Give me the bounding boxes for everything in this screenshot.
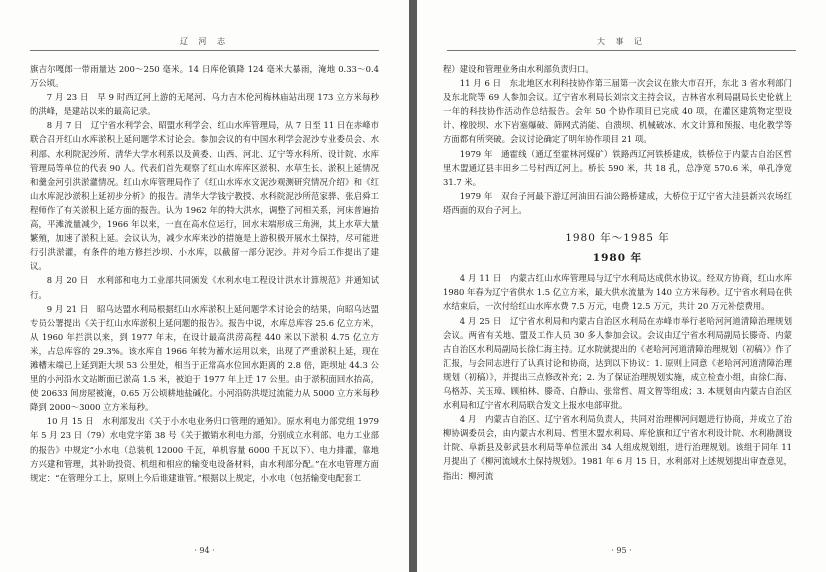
paragraph: 1979 年 双台子河最下游辽河油田石油公路桥建成，大桥位于辽宁省大洼县新兴农场红塔西面的双台子河上。 xyxy=(443,190,792,215)
right-page xyxy=(417,0,826,572)
paragraph: 11 月 6 日 东北地区水利科技协作第三届第一次会议在旅大市召开，东北 3 省水利部门及东北院等 69 人参加会议。辽宁省水利局长刘宗文主持会议，吉林省水利局副局长史伦就上一年的科技协作活动作总结报告。会年 50 个协作项目已完成 40 项，在灌区建筑物定型设计、橡胶坝、水下岩塞爆破、筛网式消能、自溃坝、机械破冰、水文计算和预报、电化教学等方面都有所突破。会议讨论确定了明年协作项目 21 项。 xyxy=(443,78,792,145)
running-head-right: 大 事 记 xyxy=(596,37,647,46)
paragraph: 8 月 7 日 辽宁省水利学会、昭盟水利学会、红山水库管理局，从 7 日至 11 日在赤峰市联合召开红山水库淤积上延问题学术讨论会。参加会议的有中国水利学会泥沙专业委员会、水利部、水利院泥沙所、清华大学水利系以及黄委、山西、河北、辽宁等水科所、设计院、水库管理局等单位的代表 90 人。代表们首先观察了红山水库库区淤积、水草生长、淤积上延情况和羹金河引洪淤灌情况。红山水库管理局作了《红山水库水文泥沙观测研究情况介绍》和《红山水库泥沙淤积上延初步分析》的报告。清华大学钱宁教授、水科院泥沙所范家骅、张启舜工程师作了有关淤积上延方面的报告。认为 1962 年的特大洪水，调整了河相关系，河床普遍抬高，平滩流量减少，1966 年以来，一直在高水位运行，回水末端形成三角洲，其上水草大量繁殖，加速了淤积上延。会议认为，减少水库来沙的措施是上游积极开展水土保持，尽可能进行引洪淤灌，有条件的地方修拦沙坝、小水库，以截留一部分泥沙。并对今后工作提出了建议。 xyxy=(30,120,379,272)
right-page-paragraphs-bottom xyxy=(443,271,792,482)
paragraph: 4 月 25 日 辽宁省水利局和内蒙古自治区水利局在赤峰市举行老哈河河道清障治理规划会议。两省有关地、盟及工作人员 30 多人参加会议。会议由辽宁省水利局副局长滕奇、内蒙古自治区水利局副局长徐仁海主持。辽水院就提出的《老哈河河道清障治理规划（初稿）》作了汇报，与会同志进行了认真讨论和协商，达到以下协议：1. 原则上同意《老哈河河道清障治理规划（初稿）》，并提出三点修改补充；2. 为了保证治理规划实施，成立检查小组，由徐仁海、乌格苏、关玉璋、顾柏林、滕奇、白静山、张常哲、周文智等组成；3. 本规划由内蒙古自治区水利局和辽宁省水利局联合发文上报水电部审批。 xyxy=(443,315,792,411)
left-page-body xyxy=(30,62,379,485)
page-number-left: · 94 · xyxy=(194,546,215,555)
paragraph: 4 月 内蒙古自治区、辽宁省水利局负责人，共同对治理柳河问题进行协商，并成立了治柳协调委员会，由内蒙古水利局、哲里木盟水利局、库伦旗和辽宁省水利设计院、水利勘测设计院、阜新县及彰武县水利局等单位派出 34 人组成规划组，进行治理规划。该组于同年 11 月提出了《柳河流域水土保持规划》。1981 年 6 月 15 日，水利部对上述规划提出审查意见，指出：柳河流 xyxy=(443,414,792,481)
right-page-body xyxy=(443,62,792,483)
paragraph: 程）建设和管理业务由水利部负责归口。 xyxy=(443,64,594,74)
right-page-paragraphs-top xyxy=(443,62,792,217)
paragraph: 8 月 20 日 水利部和电力工业部共同颁发《水利水电工程设计洪水计算规范》并通知试行。 xyxy=(30,275,379,300)
paragraph: 9 月 21 日 昭乌达盟水利局根据红山水库淤积上延问题学术讨论会的结果，向昭乌达盟专员公署提出《关于红山水库淤积上延问题的报告》。报告中说，水库总库容 25.6 亿立方米，从 1960 年拦洪以来，到 1977 年末，在设计最高洪涝高程 440 米以下淤积 4.75 亿立方米，占总库容的 29.3%。该水库自 1966 年转为蓄水运用以来，出现了严重淤积上延，现在滩槽末端已上延到距大坝 53 公里处，相当于正常高水位回水距离的 2.8 倍，距坝址 44.3 公里的小河沿水文站断面已淤高 1.5 米，被迫于 1977 年上迁 17 公里。由于淤积面回水抬高，使 20633 间房屋被淹，0.65 万公顷耕地盐碱化。小河沿防洪堤过流能力从 5000 立方米每秒降到 2000～3000 立方米每秒。 xyxy=(30,303,379,413)
running-head-left: 辽 河 志 xyxy=(179,37,230,46)
book-gutter xyxy=(409,0,417,572)
paragraph: 旗吉尔嘎郎一带雨量达 200～250 毫米。14 日库伦镇降 124 毫米大暴雨，淹地 0.33～0.4 万公顷。 xyxy=(30,64,379,89)
header-rule-right xyxy=(447,50,796,51)
paragraph: 7 月 23 日 早 9 时西辽河上游的无尾河、乌力吉木伦河梅林庙站出现 173 立方米每秒的洪峰，是建站以来的最高记录。 xyxy=(30,92,379,117)
left-page xyxy=(0,0,409,572)
paragraph: 4 月 11 日 内蒙古红山水库管理局与辽宁水利局达成供水协议。经双方协商，红山水库 1980 年春为辽宁省供水 1.5 亿立方米，最大供水流量为 140 立方米每秒。辽宁省水利局在供水结束后，一次付给红山水库水费 7.5 万元，电费 12.5 万元，共计 20 万元补偿费用。 xyxy=(443,273,792,312)
page-number-right: · 95 · xyxy=(611,546,632,555)
paragraph: 10 月 15 日 水利部发出《关于小水电业务归口管理的通知》。原水利电力部党组 1979 年 5 月 23 日（79）水电党字第 38 号《关于撤销水利电力部，分别成立水利部、电力工业部的报告》中规定“小水电（总装机 12000 千瓦，单机容量 6000 千瓦以下）、电力排灌，靠地方兴建和管理，其补助投资、机组和相应的输变电设备材料，由水利部分配。”在水电管理方面规定：“在管理分工上，原则上今后谁建谁管。”根据以上规定，小水电（包括输变电配套工 xyxy=(30,416,379,483)
section-title: 1980 年～1985 年 xyxy=(565,232,670,245)
year-title: 1980 年 xyxy=(592,252,643,265)
header-rule-left xyxy=(30,50,379,51)
paragraph: 1979 年 通霍线（通辽至霍林河煤矿）铁路西辽河铁桥建成，铁桥位于内蒙古自治区哲里木盟通辽县丰田乡二号村西辽河上。桥长 590 米，共 18 孔，总净宽 570.6 米，单孔净宽 31.7 米。 xyxy=(443,148,792,187)
